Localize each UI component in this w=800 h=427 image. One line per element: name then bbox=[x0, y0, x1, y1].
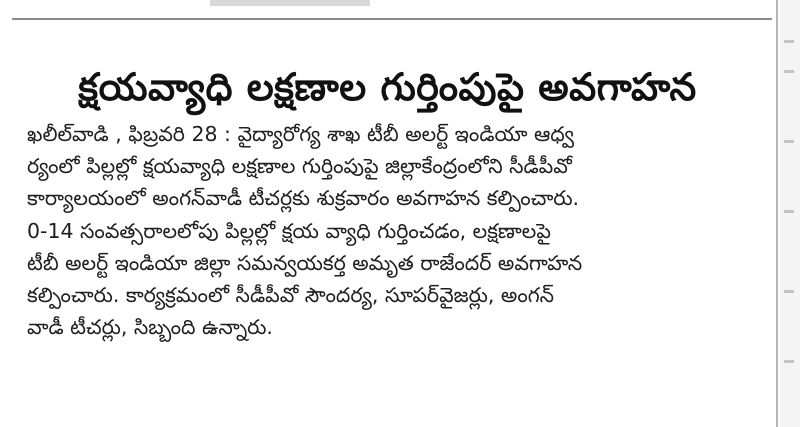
adjacent-text-mark bbox=[784, 210, 794, 213]
column-border bbox=[776, 0, 778, 427]
adjacent-text-mark bbox=[784, 360, 794, 363]
article-line: టీబీ అలర్ట్ ఇండియా జిల్లా సమన్వయకర్త అమృత రాజేందర్ అవగాహన bbox=[27, 250, 583, 275]
article-line: ఖలీల్‌వాడి , ఫిబ్రవరి 28 : వైద్యారోగ్య శాఖ టీబీ అలర్ట్ ఇండియా ఆధ్వ bbox=[27, 122, 575, 146]
adjacent-text-mark bbox=[784, 140, 794, 143]
previous-article-fragment bbox=[210, 0, 370, 6]
adjacent-text-mark bbox=[784, 70, 794, 73]
article-headline: క్షయవ్యాధి లక్షణాల గుర్తింపుపై అవగాహన bbox=[78, 65, 697, 110]
adjacent-column-strip bbox=[780, 0, 800, 427]
adjacent-text-mark bbox=[784, 40, 794, 43]
article-line: 0-14 సంవత్సరాలలోపు పిల్లల్లో క్షయ వ్యాధి గుర్తించడం, లక్షణాలపై bbox=[27, 218, 551, 243]
article-line: కార్యాలయంలో అంగన్‌వాడీ టీచర్లకు శుక్రవారం అవగాహన కల్పించారు. bbox=[27, 186, 580, 211]
article-line: ర్యంలో పిల్లల్లో క్షయవ్యాధి లక్షణాల గుర్తింపుపై జిల్లాకేంద్రంలోని సీడీపీవో bbox=[27, 154, 572, 179]
article-line: వాడీ టీచర్లు, సిబ్బంది ఉన్నారు. bbox=[27, 315, 273, 340]
column-divider-rule bbox=[12, 18, 772, 20]
adjacent-text-mark bbox=[784, 290, 794, 293]
article-body bbox=[27, 118, 757, 343]
article-line: కల్పించారు. కార్యక్రమంలో సీడీపీవో సౌందర్య, సూపర్‌వైజర్లు, అంగన్ bbox=[27, 283, 555, 308]
